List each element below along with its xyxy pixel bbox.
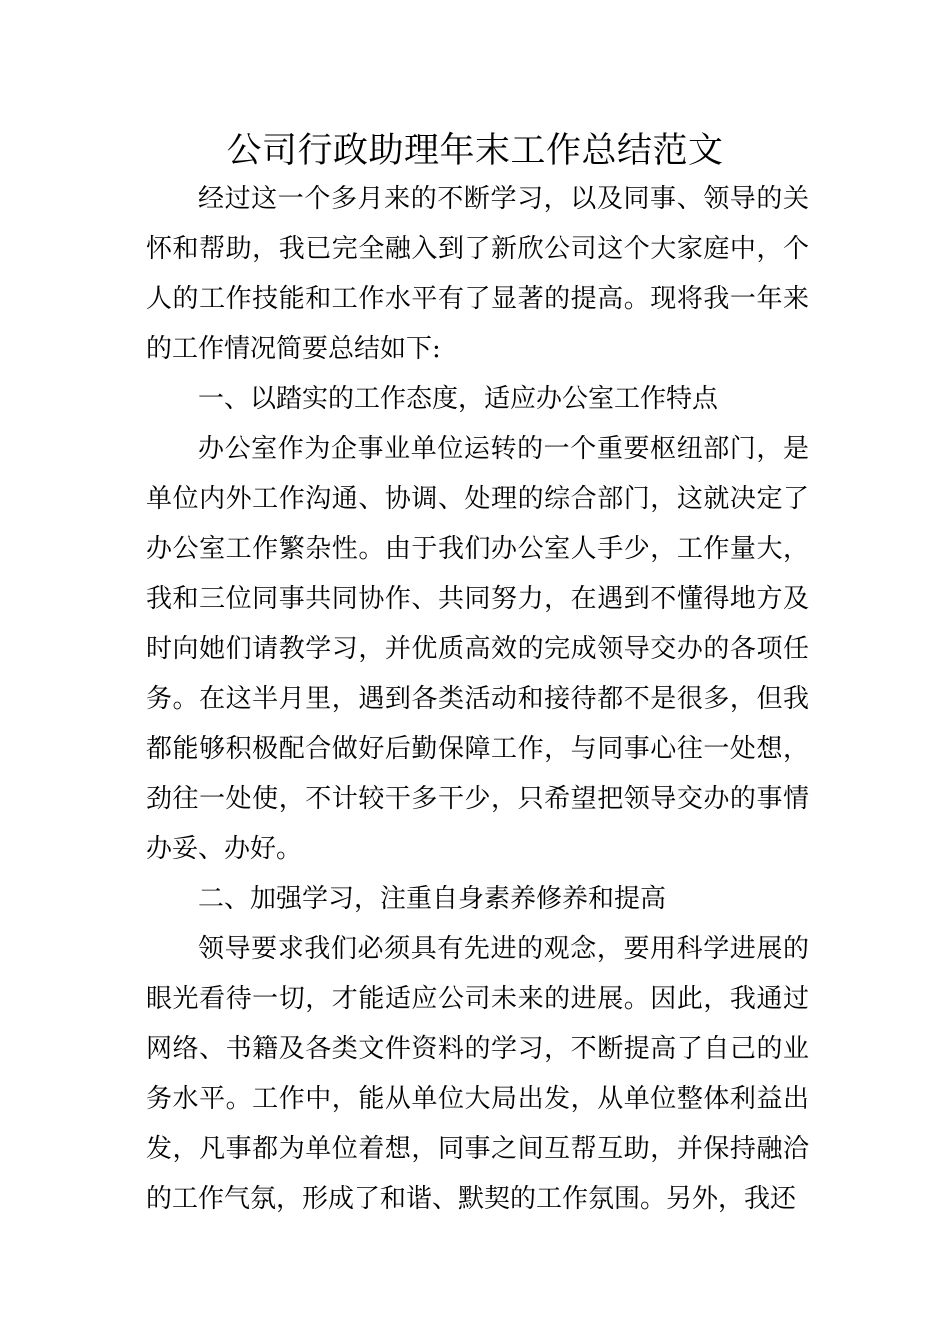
intro-paragraph: 经过这一个多月来的不断学习，以及同事、领导的关怀和帮助，我已完全融入到了新欣公司这个大家庭中，个人的工作技能和工作水平有了显著的提高。现将我一年来的工作情况简要总结如下: bbox=[146, 184, 809, 364]
section-2-paragraph: 领导要求我们必须具有先进的观念，要用科学进展的眼光看待一切，才能适应公司未来的进展。因此，我通过网络、书籍及各类文件资料的学习，不断提高了自己的业务水平。工作中，能从单位大局出发，从单位整体利益出发，凡事都为单位着想，同事之间互帮互助，并保持融洽的工作气氛，形成了和谐、默契的工作氛围。另外，我还 bbox=[146, 934, 809, 1214]
section-heading-1: 一、以踏实的工作态度，适应办公室工作特点 bbox=[198, 384, 719, 414]
section-1-paragraph: 办公室作为企事业单位运转的一个重要枢纽部门，是单位内外工作沟通、协调、处理的综合部门，这就决定了办公室工作繁杂性。由于我们办公室人手少，工作量大，我和三位同事共同协作、共同努力，在遇到不懂得地方及时向她们请教学习，并优质高效的完成领导交办的各项任务。在这半月里，遇到各类活动和接待都不是很多，但我都能够积极配合做好后勤保障工作，与同事心往一处想，劲往一处使，不计较干多干少，只希望把领导交办的事情办妥、办好。 bbox=[146, 434, 809, 864]
document-body bbox=[146, 174, 809, 1224]
section-heading-2: 二、加强学习，注重自身素养修养和提高 bbox=[198, 884, 667, 914]
document-title: 公司行政助理年末工作总结范文 bbox=[226, 131, 724, 171]
